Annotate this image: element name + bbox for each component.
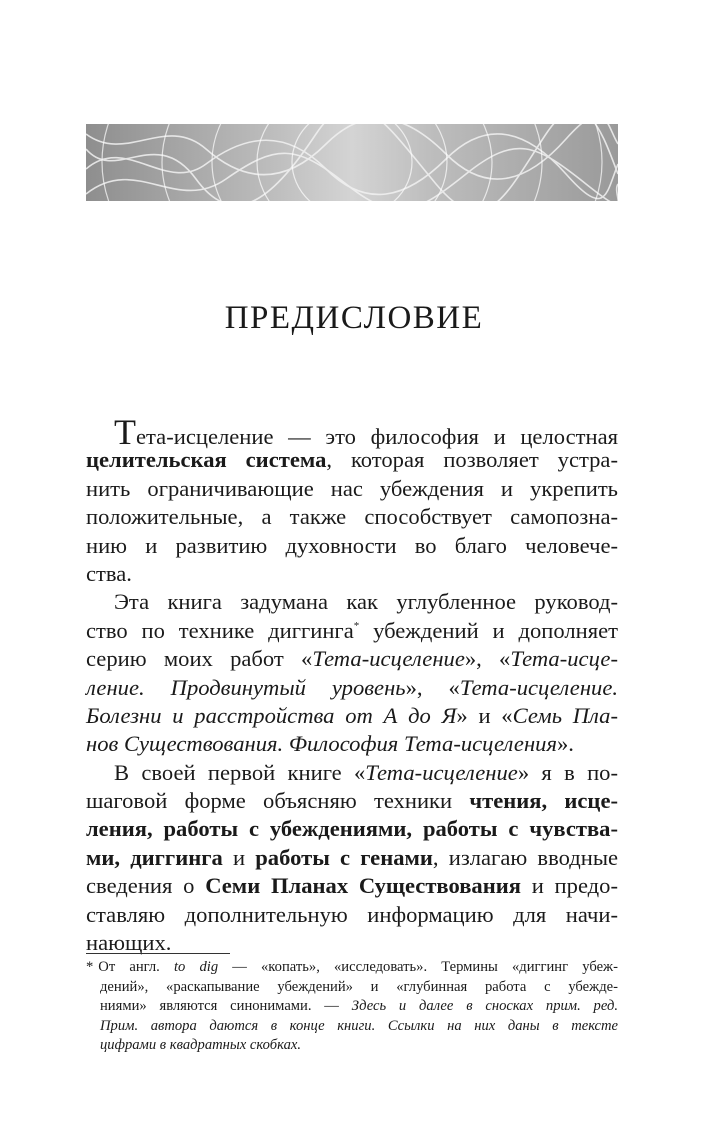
text-line <box>86 674 618 702</box>
decorative-banner <box>86 124 618 201</box>
foreign-term: to dig <box>173 959 219 975</box>
book-title: Тета-исцеление. <box>459 674 618 700</box>
bold-term: Семи Планах Существования <box>205 873 521 899</box>
book-title: нов Существования. Философия Тета-исцеления <box>86 731 557 757</box>
text-line: Прим. автора даются в конце книги. Ссылки на них даны в тексте <box>100 1017 618 1034</box>
text-line: нающих. <box>86 930 172 956</box>
text-span: — «копать», «исследовать». Термины «диггинг убеж- <box>218 959 618 975</box>
text-span: » я в по- <box>517 759 619 785</box>
text-line: нию и развитию духовности во благо человече- <box>86 532 618 558</box>
text-line <box>86 730 618 758</box>
text-line: нить ограничивающие нас убеждения и укрепить <box>86 475 618 501</box>
bold-term: целительская система <box>86 447 327 473</box>
text-line <box>86 815 618 843</box>
bold-term: ми, диггинга <box>86 844 223 870</box>
book-title: Тета-исце- <box>510 646 618 672</box>
text-line: положительные, а также способствует самопозна- <box>86 504 618 530</box>
text-span: серию моих работ « <box>86 646 313 672</box>
page-title: ПРЕДИСЛОВИЕ <box>224 300 484 336</box>
bold-term: чтения, исце- <box>469 788 618 814</box>
text-span: ». <box>556 731 574 757</box>
text-span: сведения о <box>86 873 206 899</box>
text-span: ета-исцеление — это философия и целостная <box>136 424 618 449</box>
drop-cap: Т <box>114 412 136 452</box>
text-line <box>86 997 618 1017</box>
text-span: ство по технике диггинга <box>86 617 354 643</box>
text-line <box>86 872 618 900</box>
text-span: шаговой форме объясняю техники <box>86 788 470 814</box>
footnote-mark: * <box>86 959 94 975</box>
text-line <box>86 412 618 452</box>
text-span: От англ. <box>98 959 174 975</box>
text-line: ставляю дополнительную информацию для начи- <box>86 901 618 927</box>
text-span: , которая позволяет устра- <box>326 447 618 473</box>
text-span: В своей первой книге « <box>114 759 366 785</box>
text-span: и предо- <box>520 873 618 899</box>
text-line <box>86 759 618 787</box>
wave-pattern-icon <box>86 124 618 201</box>
text-line: Эта книга задумана как углубленное руковод- <box>114 589 618 615</box>
text-line <box>86 958 618 978</box>
text-line <box>86 787 618 815</box>
text-span: ниями» являются синонимами. — <box>100 998 352 1015</box>
footnote-divider <box>86 953 230 954</box>
book-title: ление. Продвинутый уровень <box>86 674 406 700</box>
bold-term: работы с генами <box>255 844 433 870</box>
text-span: убеждений и дополняет <box>359 617 619 643</box>
text-span: , излагаю вводные <box>432 844 619 870</box>
body-text <box>86 412 619 957</box>
editor-note: Здесь и далее в сносках прим. ред. <box>351 998 619 1015</box>
book-title: Тета-исцеление <box>365 759 518 785</box>
text-line: ства. <box>86 560 132 586</box>
book-title: Семь Пла- <box>512 702 618 728</box>
text-line: цифрами в квадратных скобках. <box>100 1037 301 1054</box>
book-title: Болезни и расстройства от А до Я <box>86 702 457 728</box>
text-line <box>86 617 618 645</box>
text-span: », « <box>405 674 460 700</box>
text-span: » и « <box>456 702 513 728</box>
text-line <box>86 844 618 872</box>
text-line <box>86 645 618 673</box>
bold-term: ления, работы с убеждениями, работы с чувства- <box>86 816 618 842</box>
text-span: и <box>222 844 256 870</box>
footnote-ref: * <box>353 619 360 632</box>
text-line <box>86 446 618 474</box>
text-span: », « <box>464 646 511 672</box>
text-line <box>86 702 618 730</box>
book-title: Тета-исцеление <box>312 646 465 672</box>
text-line: дений», «раскапывание убеждений» и «глубинная работа с убежде- <box>100 978 618 995</box>
footnote <box>86 958 618 1056</box>
